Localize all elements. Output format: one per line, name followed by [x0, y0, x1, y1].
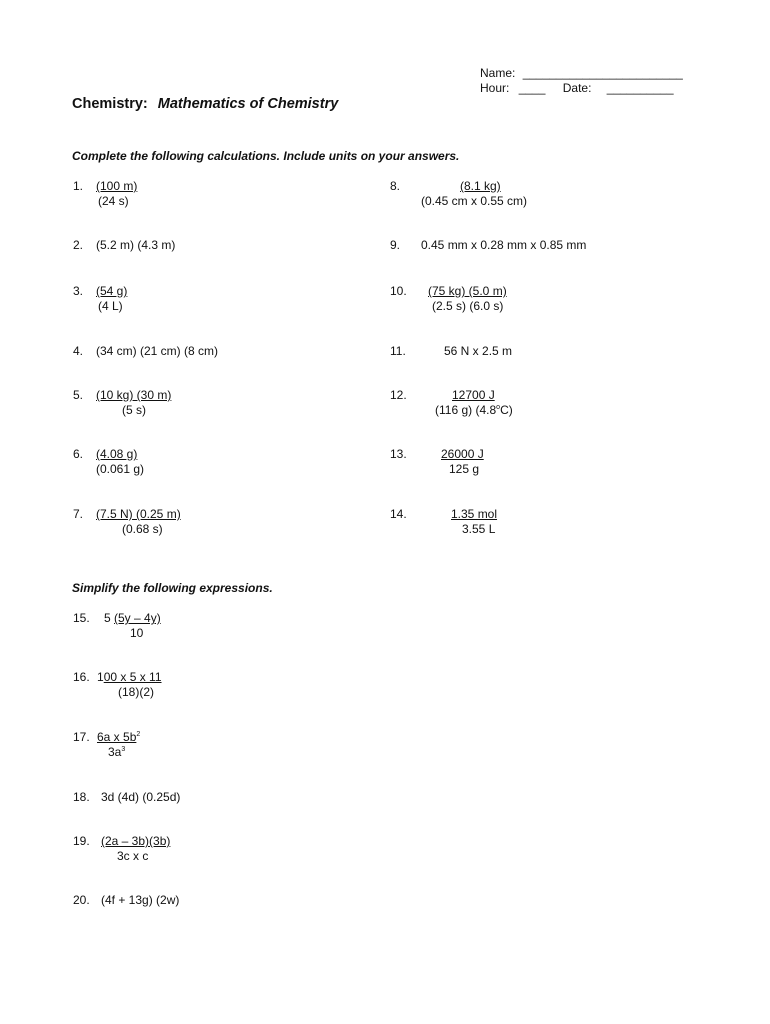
problem-number: 1. [73, 179, 84, 193]
problem-numerator [104, 611, 161, 625]
problem-numerator [97, 730, 140, 744]
numerator-text: 6a x 5b [97, 730, 137, 744]
problem-numerator: (54 g) [96, 284, 128, 298]
title-main: Mathematics of Chemistry [157, 96, 339, 112]
problem-expression: (4f + 13g) (2w) [101, 893, 180, 907]
problem-denominator: (4 L) [98, 299, 123, 313]
problem-number: 7. [73, 507, 84, 521]
problem-number: 2. [73, 238, 84, 252]
problem-expression: 0.45 mm x 0.28 mm x 0.85 mm [421, 238, 587, 252]
title-prefix: Chemistry: [72, 96, 148, 112]
date-blank[interactable]: __________ [606, 81, 674, 95]
problem-number: 15. [73, 611, 90, 625]
problem-numerator: 26000 J [441, 447, 484, 461]
problem-denominator: 10 [130, 626, 144, 640]
problem-number: 8. [390, 179, 401, 193]
problem-numerator: 12700 J [452, 388, 495, 402]
problem-number: 17. [73, 730, 90, 744]
problem-number: 13. [390, 447, 407, 461]
problem-number: 10. [390, 284, 407, 298]
denominator-text: 3a [108, 745, 122, 759]
problem-numerator: (10 kg) (30 m) [96, 388, 172, 402]
problem-number: 3. [73, 284, 84, 298]
denominator-text: (116 g) (4.8 [435, 403, 497, 417]
problem-expression: (5.2 m) (4.3 m) [96, 238, 176, 252]
numerator-text: (5y – 4y) [114, 611, 161, 625]
problem-denominator: (0.68 s) [122, 522, 163, 536]
problem-number: 16. [73, 670, 90, 684]
section2-instructions: Simplify the following expressions. [72, 581, 273, 595]
hour-date-line [480, 81, 674, 95]
problem-number: 11. [390, 344, 406, 358]
problem-denominator: (18)(2) [118, 685, 155, 699]
denominator-unit: C) [500, 403, 513, 417]
hour-label: Hour: [480, 81, 510, 95]
problem-denominator: 3c x c [117, 849, 149, 863]
coefficient: 5 [104, 611, 115, 625]
problem-number: 5. [73, 388, 84, 402]
date-label: Date: [562, 81, 592, 95]
section1-instructions: Complete the following calculations. Include units on your answers. [72, 149, 460, 163]
problem-number: 6. [73, 447, 84, 461]
problem-numerator: (7.5 N) (0.25 m) [96, 507, 181, 521]
problem-numerator: (4.08 g) [96, 447, 138, 461]
problem-number: 4. [73, 344, 84, 358]
exponent: 3 [121, 746, 126, 753]
problem-denominator: (0.45 cm x 0.55 cm) [421, 194, 528, 208]
problem-numerator: (2a – 3b)(3b) [101, 834, 171, 848]
name-line [480, 66, 683, 80]
problem-numerator: (75 kg) (5.0 m) [428, 284, 507, 298]
problem-expression: 56 N x 2.5 m [444, 344, 513, 358]
page-title [72, 96, 338, 112]
problem-number: 20. [73, 893, 90, 907]
problem-denominator [108, 745, 125, 759]
problem-denominator: (24 s) [98, 194, 129, 208]
name-blank[interactable]: ________________________ [522, 66, 683, 80]
problem-number: 19. [73, 834, 90, 848]
exponent: 2 [136, 731, 141, 738]
problem-number: 18. [73, 790, 90, 804]
problem-denominator: (0.061 g) [96, 462, 145, 476]
name-label: Name: [480, 66, 516, 80]
problem-number: 9. [390, 238, 401, 252]
problem-numerator [97, 670, 162, 684]
degree-superscript: o [496, 404, 501, 411]
problem-numerator: (100 m) [96, 179, 138, 193]
problem-numerator: 1.35 mol [451, 507, 498, 521]
problem-denominator: (2.5 s) (6.0 s) [432, 299, 504, 313]
problem-denominator [435, 403, 513, 417]
problem-expression: 3d (4d) (0.25d) [101, 790, 181, 804]
hour-blank[interactable]: ____ [518, 81, 546, 95]
problem-number: 14. [390, 507, 407, 521]
problem-number: 12. [390, 388, 407, 402]
problem-denominator: 125 g [449, 462, 480, 476]
numerator-lead: 1 [97, 670, 104, 684]
numerator-text: 00 x 5 x 11 [103, 670, 162, 684]
problem-expression: (34 cm) (21 cm) (8 cm) [96, 344, 219, 358]
problem-numerator: (8.1 kg) [460, 179, 501, 193]
problem-denominator: (5 s) [122, 403, 146, 417]
problem-denominator: 3.55 L [462, 522, 496, 536]
